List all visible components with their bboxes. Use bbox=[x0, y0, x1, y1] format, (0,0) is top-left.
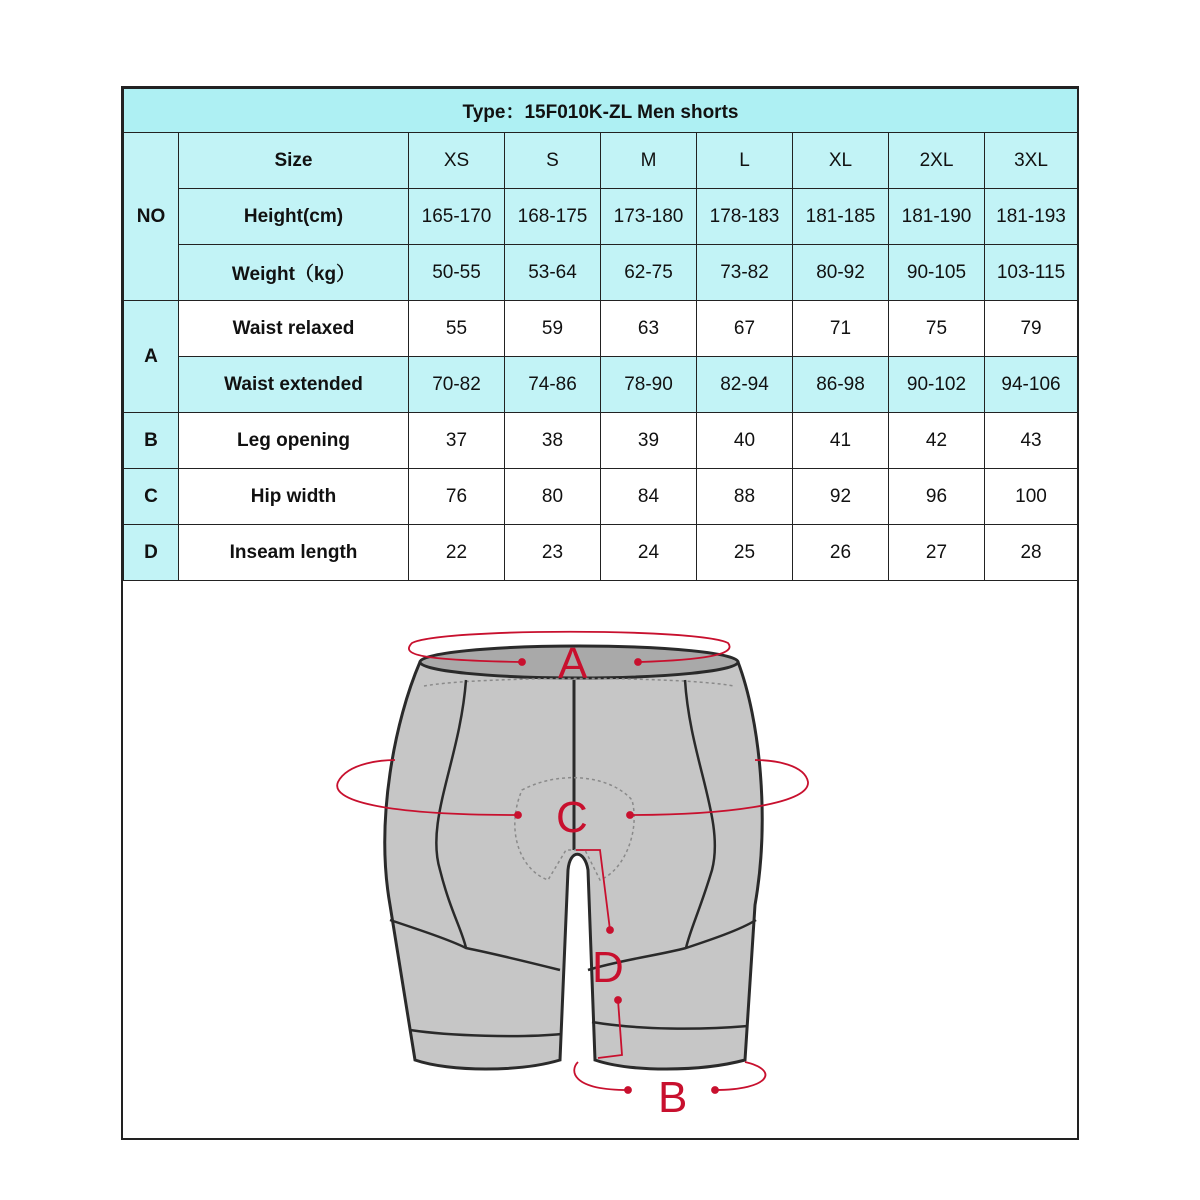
table-cell: 181-193 bbox=[985, 189, 1078, 245]
table-cell: 73-82 bbox=[697, 245, 793, 301]
waist-marker-dot-left bbox=[519, 659, 525, 665]
table-cell: 88 bbox=[697, 469, 793, 525]
leg-marker-dot-left bbox=[625, 1087, 631, 1093]
size-table bbox=[123, 88, 1078, 581]
table-title: Type：15F010K-ZL Men shorts bbox=[124, 89, 1078, 133]
no-label: NO bbox=[124, 133, 179, 301]
table-cell: 38 bbox=[505, 413, 601, 469]
table-cell: 63 bbox=[601, 301, 697, 357]
shorts-illustration bbox=[385, 646, 762, 1069]
table-cell: 79 bbox=[985, 301, 1078, 357]
table-cell: 103-115 bbox=[985, 245, 1078, 301]
group-label-d: D bbox=[124, 525, 179, 581]
diagram-label-a: A bbox=[558, 639, 588, 688]
table-cell: 80-92 bbox=[793, 245, 889, 301]
group-label-a: A bbox=[124, 301, 179, 413]
table-cell: 92 bbox=[793, 469, 889, 525]
table-cell: 43 bbox=[985, 413, 1078, 469]
row-label-waist-relaxed: Waist relaxed bbox=[179, 301, 409, 357]
table-cell: 70-82 bbox=[409, 357, 505, 413]
group-label-c: C bbox=[124, 469, 179, 525]
table-cell: 50-55 bbox=[409, 245, 505, 301]
table-cell: 178-183 bbox=[697, 189, 793, 245]
table-cell: 25 bbox=[697, 525, 793, 581]
table-cell: 23 bbox=[505, 525, 601, 581]
diagram-label-b: B bbox=[658, 1073, 688, 1122]
diagram-label-c: C bbox=[556, 793, 588, 842]
row-label-weight: Weight（kg） bbox=[179, 245, 409, 301]
table-cell: 86-98 bbox=[793, 357, 889, 413]
size-header: L bbox=[697, 133, 793, 189]
table-cell: 74-86 bbox=[505, 357, 601, 413]
table-cell: 78-90 bbox=[601, 357, 697, 413]
table-cell: 28 bbox=[985, 525, 1078, 581]
table-cell: 53-64 bbox=[505, 245, 601, 301]
table-cell: 27 bbox=[889, 525, 985, 581]
table-cell: 96 bbox=[889, 469, 985, 525]
table-cell: 71 bbox=[793, 301, 889, 357]
hip-marker-dot-left bbox=[515, 812, 521, 818]
row-label-hip-width: Hip width bbox=[179, 469, 409, 525]
table-cell: 59 bbox=[505, 301, 601, 357]
table-cell: 84 bbox=[601, 469, 697, 525]
shorts-measurement-diagram bbox=[200, 600, 880, 1140]
row-label-inseam-length: Inseam length bbox=[179, 525, 409, 581]
table-cell: 42 bbox=[889, 413, 985, 469]
hip-marker-dot-right bbox=[627, 812, 633, 818]
size-header: 3XL bbox=[985, 133, 1078, 189]
table-cell: 62-75 bbox=[601, 245, 697, 301]
table-cell: 173-180 bbox=[601, 189, 697, 245]
inseam-marker-dot-bottom bbox=[615, 997, 621, 1003]
table-cell: 100 bbox=[985, 469, 1078, 525]
table-cell: 94-106 bbox=[985, 357, 1078, 413]
size-header: M bbox=[601, 133, 697, 189]
table-cell: 90-105 bbox=[889, 245, 985, 301]
table-cell: 90-102 bbox=[889, 357, 985, 413]
diagram-label-d: D bbox=[592, 943, 624, 992]
table-cell: 168-175 bbox=[505, 189, 601, 245]
table-cell: 181-190 bbox=[889, 189, 985, 245]
table-cell: 41 bbox=[793, 413, 889, 469]
group-label-b: B bbox=[124, 413, 179, 469]
waist-marker-dot-right bbox=[635, 659, 641, 665]
table-cell: 24 bbox=[601, 525, 697, 581]
table-cell: 55 bbox=[409, 301, 505, 357]
table-cell: 82-94 bbox=[697, 357, 793, 413]
size-header: XS bbox=[409, 133, 505, 189]
table-cell: 26 bbox=[793, 525, 889, 581]
table-cell: 67 bbox=[697, 301, 793, 357]
row-label-waist-extended: Waist extended bbox=[179, 357, 409, 413]
table-cell: 39 bbox=[601, 413, 697, 469]
table-cell: 80 bbox=[505, 469, 601, 525]
size-header: XL bbox=[793, 133, 889, 189]
table-cell: 165-170 bbox=[409, 189, 505, 245]
leg-marker-dot-right bbox=[712, 1087, 718, 1093]
table-cell: 75 bbox=[889, 301, 985, 357]
row-label-leg-opening: Leg opening bbox=[179, 413, 409, 469]
size-header-label: Size bbox=[179, 133, 409, 189]
table-cell: 37 bbox=[409, 413, 505, 469]
size-header: 2XL bbox=[889, 133, 985, 189]
table-cell: 22 bbox=[409, 525, 505, 581]
table-cell: 76 bbox=[409, 469, 505, 525]
inseam-marker-dot-top bbox=[607, 927, 613, 933]
table-cell: 181-185 bbox=[793, 189, 889, 245]
table-cell: 40 bbox=[697, 413, 793, 469]
row-label-height: Height(cm) bbox=[179, 189, 409, 245]
size-header: S bbox=[505, 133, 601, 189]
